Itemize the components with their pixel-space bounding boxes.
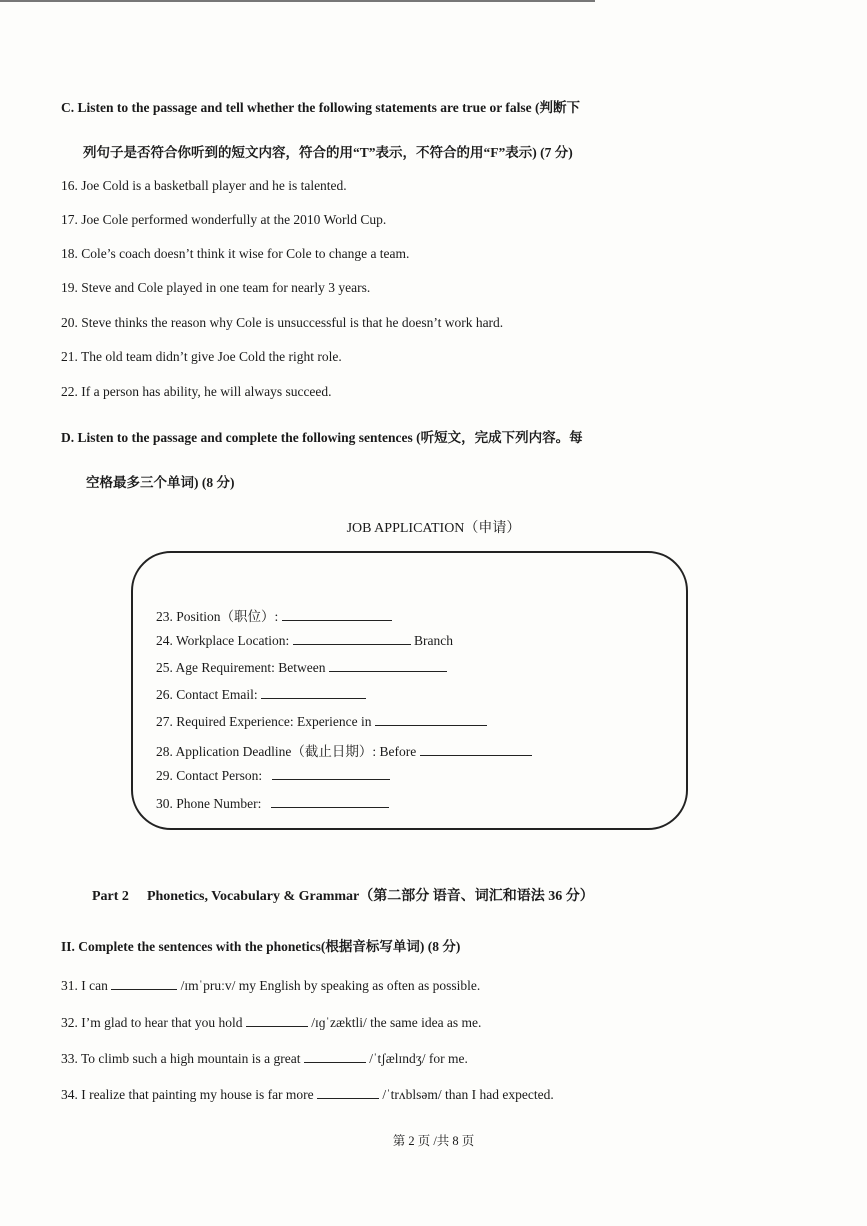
- part2-subtitle: Phonetics, Vocabulary & Grammar（第二部分 语音、词汇和语法 36 分）: [146, 889, 594, 904]
- question-text-before: 31. I can: [61, 978, 108, 993]
- phonetics-question-34: [61, 1086, 554, 1103]
- section-d-heading: D. Listen to the passage and complete the following sentences (听短文，完成下列内容。每: [61, 430, 583, 445]
- form-field-23: [156, 605, 392, 625]
- statement-18: 18. Cole’s coach doesn’t think it wise for Cole to change a team.: [61, 246, 410, 261]
- form-field-24: [156, 632, 453, 649]
- form-field-25: [156, 659, 447, 676]
- question-text-after: /ˈtʃælɪndʒ/ for me.: [369, 1051, 468, 1066]
- field-label: 28. Application Deadline（截止日期）: Before: [156, 744, 417, 759]
- part2-title: Part 2: [92, 889, 129, 904]
- field-label: 30. Phone Number:: [156, 796, 262, 811]
- statement-16: 16. Joe Cold is a basketball player and he is talented.: [61, 178, 347, 193]
- question-text-before: 34. I realize that painting my house is far more: [61, 1087, 314, 1102]
- field-label: 24. Workplace Location:: [156, 633, 290, 648]
- field-label: 27. Required Experience: Experience in: [156, 714, 372, 729]
- statement-21: 21. The old team didn’t give Joe Cold the right role.: [61, 349, 342, 364]
- field-label: 26. Contact Email:: [156, 687, 258, 702]
- statement-19: 19. Steve and Cole played in one team for nearly 3 years.: [61, 280, 371, 295]
- field-suffix: Branch: [414, 633, 453, 648]
- answer-blank[interactable]: [304, 1050, 366, 1063]
- answer-blank[interactable]: [261, 686, 366, 699]
- phonetics-question-32: [61, 1014, 481, 1031]
- form-field-28: [156, 740, 532, 760]
- job-application-title: JOB APPLICATION（申请）: [346, 521, 521, 536]
- question-text-before: 33. To climb such a high mountain is a great: [61, 1051, 301, 1066]
- answer-blank[interactable]: [271, 795, 389, 808]
- statement-17: 17. Joe Cole performed wonderfully at the 2010 World Cup.: [61, 212, 387, 227]
- phonetics-question-33: [61, 1050, 468, 1067]
- field-label: 29. Contact Person:: [156, 768, 263, 783]
- section-c-heading: C. Listen to the passage and tell whether the following statements are true or false (判断下: [61, 100, 580, 115]
- answer-blank[interactable]: [246, 1014, 308, 1027]
- phonetics-question-31: [61, 977, 480, 994]
- section-ii-heading: II. Complete the sentences with the phonetics(根据音标写单词) (8 分): [61, 939, 461, 954]
- field-label: 23. Position（职位）:: [156, 609, 279, 624]
- answer-blank[interactable]: [420, 743, 532, 756]
- form-field-29: [156, 767, 390, 784]
- answer-blank[interactable]: [282, 608, 392, 621]
- answer-blank[interactable]: [317, 1086, 379, 1099]
- form-field-27: [156, 713, 487, 730]
- answer-blank[interactable]: [375, 713, 487, 726]
- statement-20: 20. Steve thinks the reason why Cole is unsuccessful is that he doesn’t work hard.: [61, 315, 504, 330]
- statement-22: 22. If a person has ability, he will always succeed.: [61, 384, 332, 399]
- answer-blank[interactable]: [111, 977, 177, 990]
- question-text-after: /ˈtrʌblsəm/ than I had expected.: [382, 1087, 554, 1102]
- page-number-footer: 第 2 页 /共 8 页: [392, 1134, 475, 1148]
- question-text-before: 32. I’m glad to hear that you hold: [61, 1015, 243, 1030]
- form-field-26: [156, 686, 366, 703]
- answer-blank[interactable]: [293, 632, 411, 645]
- answer-blank[interactable]: [272, 767, 390, 780]
- field-label: 25. Age Requirement: Between: [156, 660, 326, 675]
- top-border-line: [0, 0, 595, 2]
- question-text-after: /ɪɡˈzæktli/ the same idea as me.: [311, 1015, 482, 1030]
- answer-blank[interactable]: [329, 659, 447, 672]
- section-c-heading-cont: 列句子是否符合你听到的短文内容，符合的用“T”表示，不符合的用“F”表示) (7 分): [83, 145, 573, 160]
- form-field-30: [156, 795, 389, 812]
- section-d-heading-cont: 空格最多三个单词) (8 分): [86, 475, 235, 490]
- part2-heading: [92, 885, 594, 905]
- question-text-after: /ɪmˈpruːv/ my English by speaking as often as possible.: [180, 978, 481, 993]
